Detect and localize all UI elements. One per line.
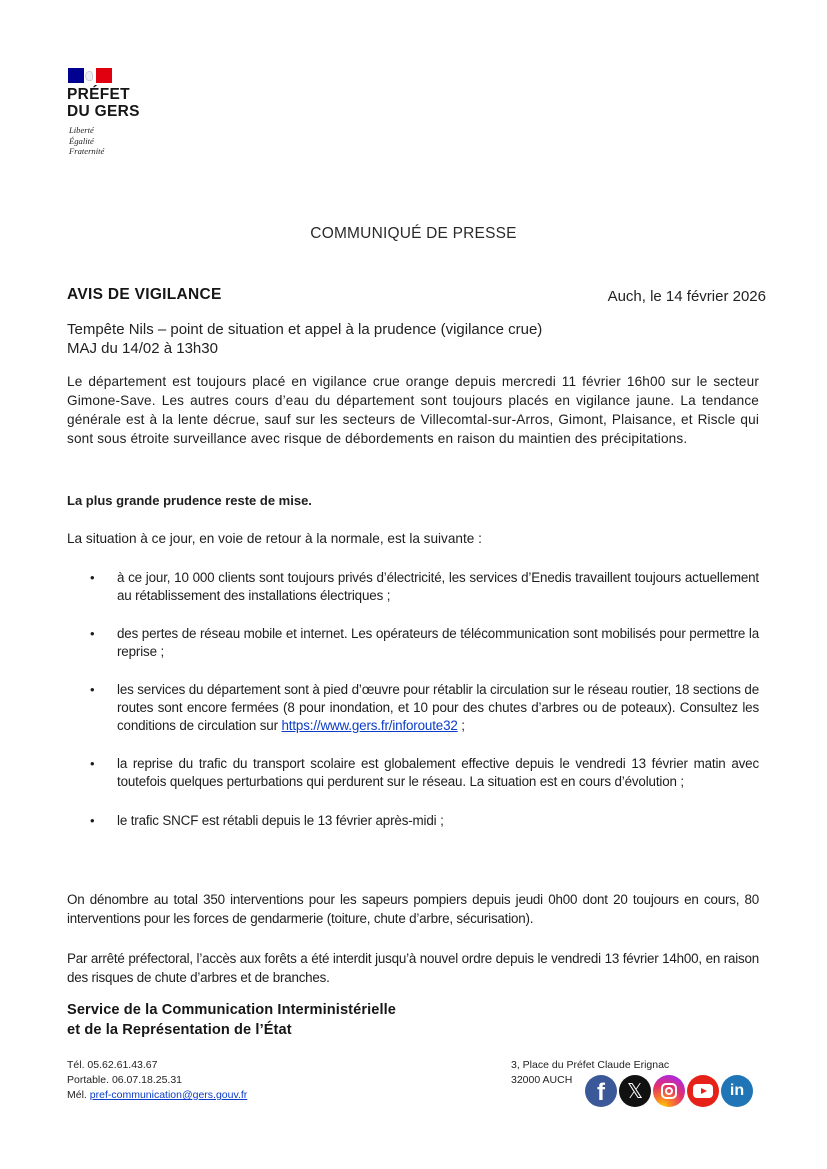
marianne-icon xyxy=(84,68,96,83)
subtitle-line1: Tempête Nils – point de situation et appel à la prudence (vigilance crue) xyxy=(67,321,543,338)
prefecture-name-line2: DU GERS xyxy=(67,103,140,120)
page-title: AVIS DE VIGILANCE xyxy=(67,286,222,303)
flag-blue-stripe xyxy=(68,68,84,83)
motto-egalite: Égalité xyxy=(69,135,94,146)
prefecture-name xyxy=(67,86,140,120)
service-name xyxy=(67,1000,396,1040)
list-item xyxy=(67,569,759,605)
service-name-line2: et de la Représentation de l’État xyxy=(67,1022,292,1038)
email-link[interactable]: pref-communication@gers.gouv.fr xyxy=(89,1089,248,1101)
document-type-heading: COMMUNIQUÉ DE PRESSE xyxy=(310,225,517,242)
list-item xyxy=(67,681,759,735)
social-links xyxy=(585,1075,753,1107)
facebook-icon[interactable]: f xyxy=(585,1075,617,1107)
bullet-icon: • xyxy=(90,570,95,585)
instagram-icon[interactable] xyxy=(653,1075,685,1107)
address-street: 3, Place du Préfet Claude Erignac xyxy=(511,1059,670,1071)
paragraph-vigilance-status: Le département est toujours placé en vigilance crue orange depuis mercredi 11 février 16h00 sur le secteur Gimone-Save. Les autres cours d’eau du département sont toujours placés en vigilance jaune. La tendance générale est à la lente décrue, sauf sur les secteurs de Villecomtal-sur-Arros, Gimont, Plaisance, et Riscle qui sont sous étroite surveillance avec risque de débordements en raison du maintien des précipitations. xyxy=(67,374,759,446)
email-line xyxy=(67,1088,247,1103)
list-item-text: des pertes de réseau mobile et internet. Les opérateurs de télécommunication sont mobilisés pour permettre la reprise ; xyxy=(117,626,759,659)
list-item-text: les services du département sont à pied d’œuvre pour rétablir la circulation sur le réseau routier, 18 sections de routes sont encore fermées (8 pour inondation, et 10 pour des chutes d’arbres ou de poteaux). Consultez les conditions de circulation sur xyxy=(117,682,759,733)
flag-red-stripe xyxy=(96,68,112,83)
x-twitter-icon[interactable]: 𝕏 xyxy=(619,1075,651,1107)
bullet-icon: • xyxy=(90,813,95,828)
list-item-text: la reprise du trafic du transport scolaire est globalement effective depuis le vendredi 13 février matin avec toutefois quelques perturbations qui perdurent sur le réseau. La situation est en cours d’évolution ; xyxy=(117,756,759,789)
address-city: 32000 AUCH xyxy=(511,1074,573,1086)
update-time: MAJ du 14/02 à 13h30 xyxy=(67,340,218,357)
list-item xyxy=(67,625,759,661)
place-date: Auch, le 14 février 2026 xyxy=(607,288,766,305)
service-name-line1: Service de la Communication Interministérielle xyxy=(67,1002,397,1018)
marianne-flag-logo xyxy=(68,68,112,83)
subtitle xyxy=(67,320,542,358)
inforoute-link[interactable]: https://www.gers.fr/inforoute32 xyxy=(281,718,458,733)
situation-intro: La situation à ce jour, en voie de retour à la normale, est la suivante : xyxy=(67,531,482,546)
email-label: Mél. xyxy=(67,1089,90,1101)
camera-glyph xyxy=(661,1083,677,1099)
phone-number: Tél. 05.62.61.43.67 xyxy=(67,1059,158,1071)
mobile-number: Portable. 06.07.18.25.31 xyxy=(67,1074,183,1086)
youtube-icon[interactable] xyxy=(687,1075,719,1107)
list-item xyxy=(67,812,759,830)
list-item-text: à ce jour, 10 000 clients sont toujours privés d’électricité, les services d’Enedis travaillent toujours actuellement au rétablissement des installations électriques ; xyxy=(117,570,759,603)
linkedin-icon[interactable]: in xyxy=(721,1075,753,1107)
motto-fraternite: Fraternité xyxy=(69,146,105,156)
motto-liberte: Liberté xyxy=(69,125,94,135)
republic-motto xyxy=(69,125,104,157)
play-glyph xyxy=(693,1084,713,1098)
list-item-text: le trafic SNCF est rétabli depuis le 13 février après-midi ; xyxy=(117,813,444,828)
contact-info xyxy=(67,1058,247,1103)
bullet-icon: • xyxy=(90,682,95,697)
list-item-suffix: ; xyxy=(457,718,465,733)
bullet-icon: • xyxy=(90,626,95,641)
situation-list xyxy=(67,569,759,830)
paragraph-forest-access: Par arrêté préfectoral, l’accès aux forêts a été interdit jusqu’à nouvel ordre depuis le vendredi 13 février 14h00, en raison des risques de chute d’arbres et de branches. xyxy=(67,951,759,985)
paragraph-interventions: On dénombre au total 350 interventions pour les sapeurs pompiers depuis jeudi 0h00 dont 20 toujours en cours, 80 interventions pour les forces de gendarmerie (toiture, chute d’arbre, sécurisation). xyxy=(67,892,759,926)
bullet-icon: • xyxy=(90,756,95,771)
prudence-emphasis: La plus grande prudence reste de mise. xyxy=(67,493,312,508)
prefecture-name-line1: PRÉFET xyxy=(67,86,130,103)
list-item xyxy=(67,755,759,791)
